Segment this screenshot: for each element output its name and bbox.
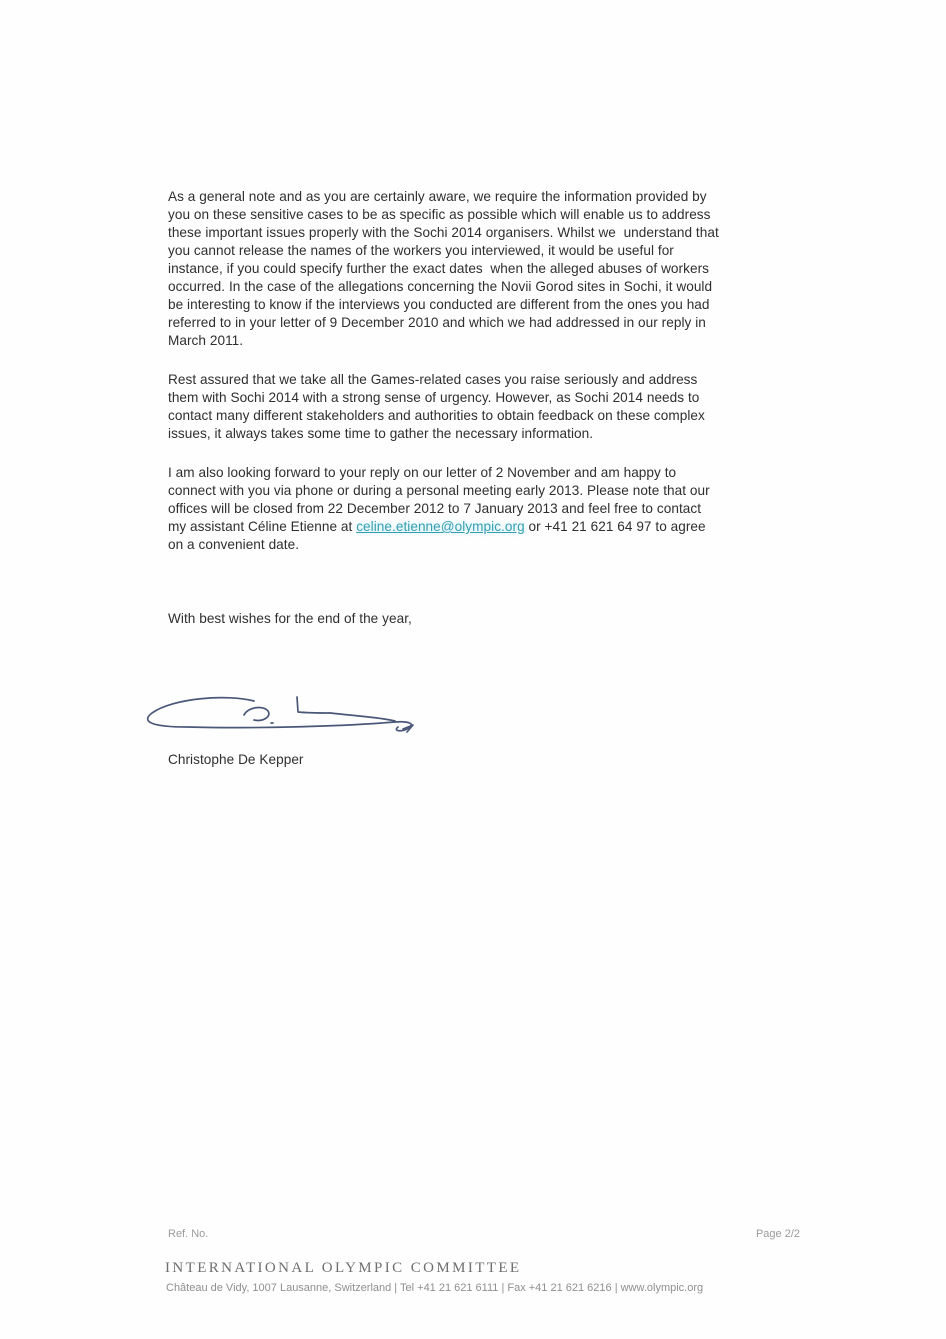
text-line: you cannot release the names of the workers you interviewed, it would be useful for: [168, 243, 674, 258]
text-line: offices will be closed from 22 December 2012 to 7 January 2013 and feel free to contact: [168, 501, 702, 516]
page-number: Page 2/2: [755, 1228, 800, 1240]
org-name: INTERNATIONAL OLYMPIC COMMITTEE: [165, 1260, 522, 1276]
text-line: contact many different stakeholders and authorities to obtain feedback on these complex: [168, 408, 705, 423]
text-line: March 2011.: [168, 333, 244, 348]
paragraph-rest-assured: [168, 371, 705, 443]
signature-strokes: [148, 697, 413, 732]
org-address: Château de Vidy, 1007 Lausanne, Switzerland | Tel +41 21 621 6111 | Fax +41 21 621 6216 | www.olympic.org: [166, 1282, 704, 1294]
signer-name: Christophe De Kepper: [168, 752, 304, 767]
ref-no-label: Ref. No.: [168, 1228, 209, 1240]
text-line: these important issues properly with the Sochi 2014 organisers. Whilst we understand that: [168, 225, 719, 240]
p3-last-line: on a convenient date.: [168, 537, 300, 552]
text-line: instance, if you could specify further the exact dates when the alleged abuses of workers: [168, 261, 710, 276]
text-line: Rest assured that we take all the Games-related cases you raise seriously and address: [168, 372, 698, 387]
text-line: be interesting to know if the interviews you conducted are different from the ones you had: [168, 297, 710, 312]
p3-link-line: [168, 518, 710, 536]
text-line: connect with you via phone or during a personal meeting early 2013. Please note that our: [168, 483, 710, 498]
text-line: them with Sochi 2014 with a strong sense of urgency. However, as Sochi 2014 needs to: [168, 390, 700, 405]
text-line: referred to in your letter of 9 December 2010 and which we had addressed in our reply in: [168, 315, 706, 330]
paragraph-general-note: [168, 188, 719, 350]
text-line: As a general note and as you are certainly aware, we require the information provided by: [168, 189, 707, 204]
p3-link-line-after: or +41 21 621 64 97 to agree: [524, 519, 706, 534]
signature-handwritten: [141, 681, 431, 741]
text-line: issues, it always takes some time to gather the necessary information.: [168, 426, 594, 441]
text-line: I am also looking forward to your reply on our letter of 2 November and am happy to: [168, 465, 677, 480]
text-line: you on these sensitive cases to be as specific as possible which will enable us to address: [168, 207, 711, 222]
email-link[interactable]: celine.etienne@olympic.org: [356, 519, 525, 534]
p3-lines-before: [168, 464, 710, 518]
paragraph-looking-forward: [168, 464, 710, 554]
closing-line: With best wishes for the end of the year,: [168, 611, 412, 626]
p3-link-line-before: my assistant Céline Etienne at: [168, 519, 357, 534]
text-line: occurred. In the case of the allegations concerning the Novii Gorod sites in Sochi, it would: [168, 279, 713, 294]
